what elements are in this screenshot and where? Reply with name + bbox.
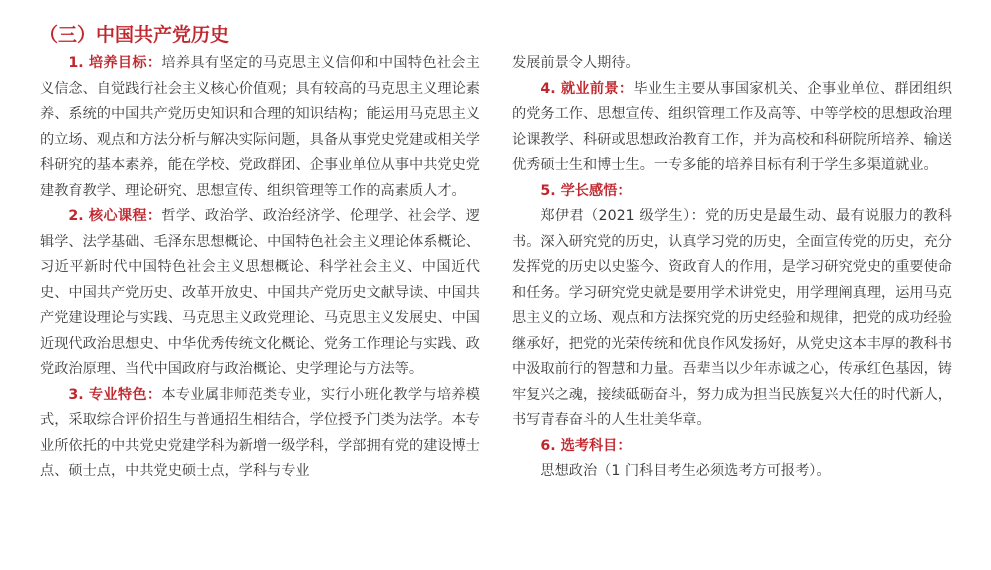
elective-subjects-text: 思想政治（1 门科目考生必须选考方可报考）。 <box>540 463 831 479</box>
training-goal-text: 培养具有坚定的马克思主义信仰和中国特色社会主义信念、自觉践行社会主义核心价值观；具有较高的马克思主义理论素养、系统的中国共产党历史知识和合理的知识结构；能运用马克思主义的立场、观点和方法分析与解决实际问题，具备从事党史党建或相关学科研究的基本素养，能在学校、党政群团、企事业单位从事中共党史党建教育教学、理论研究、思想宣传、组织管理等工作的高素质人才。 <box>40 55 480 199</box>
left-column <box>40 51 480 485</box>
right-column <box>512 51 952 485</box>
training-goal-label: 1. 培养目标： <box>68 55 162 71</box>
senior-insights-heading: 5. 学长感悟： <box>540 182 632 199</box>
training-goal-paragraph <box>40 51 480 204</box>
employment-paragraph <box>512 77 952 179</box>
features-continuation: 发展前景令人期待。 <box>512 55 640 71</box>
core-courses-paragraph <box>40 204 480 383</box>
section-title: （三）中国共产党历史 <box>39 24 230 46</box>
elective-subjects-heading: 6. 选考科目： <box>540 437 632 454</box>
core-courses-label: 2. 核心课程： <box>68 208 162 224</box>
employment-label: 4. 就业前景： <box>540 80 634 97</box>
senior-insights-text: 郑伊君（2021 级学生）：党的历史是最生动、最有说服力的教科书。深入研究党的历史，认真学习党的历史，全面宣传党的历史，充分发挥党的历史以史鉴今、资政育人的作用，是学习研究党史的重要使命和任务。学习研究党史就是要用学术讲党史，用学理阐真理，运用马克思主义的立场、观点和方法探究党的历史经验和规律，把党的成功经验继承好，把党的光荣传统和优良作风发扬好，从党史这本丰厚的教科书中汲取前行的智慧和力量。吾辈当以少年赤诚之心，传承红色基因，铸牢复兴之魂，接续砥砺奋斗，努力成为担当民族复兴大任的时代新人，书写青春奋斗的人生壮美华章。 <box>512 208 952 428</box>
features-label: 3. 专业特色： <box>68 386 162 403</box>
features-paragraph <box>40 383 480 485</box>
features-text: 本专业属非师范类专业，实行小班化教学与培养模式，采取综合评价招生与普通招生相结合，学位授予门类为法学。本专业所依托的中共党史党建学科为新增一级学科，学部拥有党的建设博士点、硕士点，中共党史硕士点，学科与专业 <box>40 386 480 479</box>
core-courses-text: 哲学、政治学、政治经济学、伦理学、社会学、逻辑学、法学基础、毛泽东思想概论、中国特色社会主义理论体系概论、习近平新时代中国特色社会主义思想概论、科学社会主义、中国近代史、中国共产党历史、改革开放史、中国共产党历史文献导读、中国共产党建设理论与实践、马克思主义政党理论、马克思主义发展史、中国近现代政治思想史、中华优秀传统文化概论、党务工作理论与实践、政党政治原理、当代中国政府与政治概论、史学理论与方法等。 <box>40 208 480 377</box>
employment-text: 毕业生主要从事国家机关、企事业单位、群团组织的党务工作、思想宣传、组织管理工作及高等、中等学校的思想政治理论课教学、科研或思想政治教育工作，并为高校和科研院所培养、输送优秀硕士生和博士生。一专多能的培养目标有利于学生多渠道就业。 <box>512 80 952 173</box>
